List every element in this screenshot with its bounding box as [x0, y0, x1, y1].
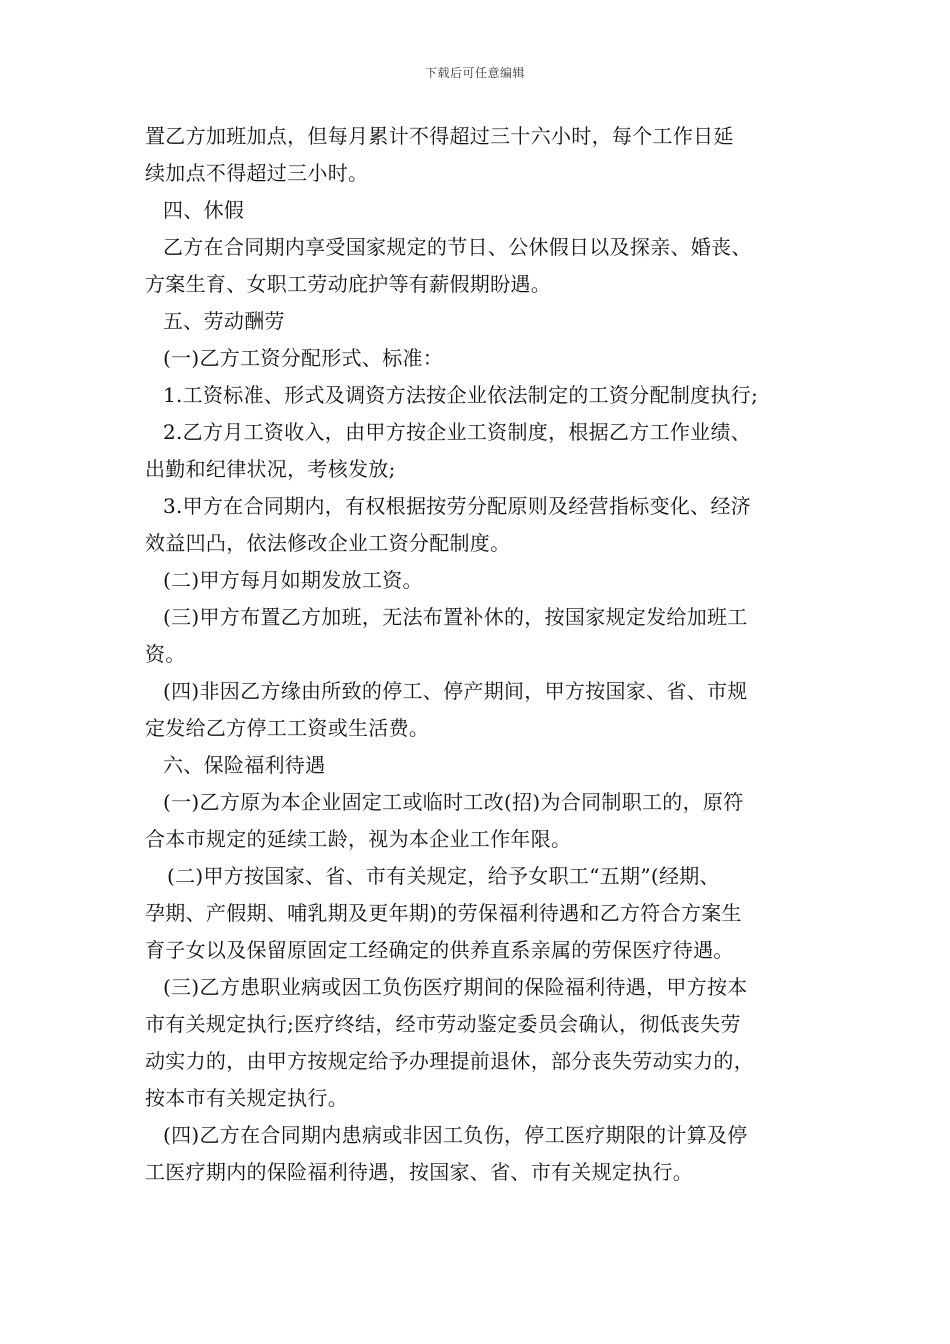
paragraph-line: 效益凹凸，依法修改企业工资分配制度。 — [145, 531, 511, 555]
paragraph-line: (一)乙方原为本企业固定工或临时工改(招)为合同制职工的，原符 — [163, 790, 744, 814]
paragraph-line: 育子女以及保留原固定工经确定的供养直系亲属的劳保医疗待遇。 — [145, 938, 734, 962]
paragraph-line: 出勤和纪律状况，考核发放; — [145, 457, 396, 481]
section-heading: 五、劳动酬劳 — [163, 309, 285, 333]
paragraph-line: 乙方在合同期内享受国家规定的节日、公休假日以及探亲、婚丧、 — [163, 235, 752, 259]
paragraph-line: 3.甲方在合同期内，有权根据按劳分配原则及经营指标变化、经济 — [163, 494, 752, 518]
paragraph-line: (二)甲方每月如期发放工资。 — [163, 568, 423, 592]
paragraph-line: 合本市规定的延续工龄，视为本企业工作年限。 — [145, 827, 572, 851]
paragraph-line: (三)乙方患职业病或因工负伤医疗期间的保险福利待遇，甲方按本 — [163, 975, 748, 999]
paragraph-line: 置乙方加班加点，但每月累计不得超过三十六小时，每个工作日延 — [145, 124, 734, 148]
paragraph-line: 2.乙方月工资收入，由甲方按企业工资制度，根据乙方工作业绩、 — [163, 420, 752, 444]
paragraph-line: 方案生育、女职工劳动庇护等有薪假期盼遇。 — [145, 272, 551, 296]
page-header: 下载后可任意编辑 — [424, 66, 525, 80]
paragraph-line: (二)甲方按国家、省、市有关规定，给予女职工“五期”(经期、 — [167, 864, 720, 888]
paragraph-line: 按本市有关规定执行。 — [145, 1086, 348, 1110]
section-heading: 六、保险福利待遇 — [163, 753, 326, 777]
paragraph-line: 市有关规定执行;医疗终结，经市劳动鉴定委员会确认，彻低丧失劳 — [145, 1012, 741, 1036]
paragraph-line: 资。 — [145, 642, 186, 666]
paragraph-line: 1.工资标准、形式及调资方法按企业依法制定的工资分配制度执行; — [163, 383, 759, 407]
paragraph-line: (四)非因乙方缘由所致的停工、停产期间，甲方按国家、省、市规 — [163, 679, 748, 703]
paragraph-line: 续加点不得超过三小时。 — [145, 161, 369, 185]
document-body — [145, 118, 835, 1191]
paragraph-line: 工医疗期内的保险福利待遇，按国家、省、市有关规定执行。 — [145, 1160, 694, 1184]
paragraph-line: 定发给乙方停工工资或生活费。 — [145, 716, 430, 740]
paragraph-line: (三)甲方布置乙方加班，无法布置补休的，按国家规定发给加班工 — [163, 605, 748, 629]
paragraph-line: 孕期、产假期、哺乳期及更年期)的劳保福利待遇和乙方符合方案生 — [145, 901, 742, 925]
paragraph-line: 动实力的，由甲方按规定给予办理提前退休，部分丧失劳动实力的， — [145, 1049, 754, 1073]
paragraph-line: (四)乙方在合同期内患病或非因工负伤，停工医疗期限的计算及停 — [163, 1123, 748, 1147]
section-heading: 四、休假 — [163, 198, 245, 222]
paragraph-line: (一)乙方工资分配形式、标准： — [163, 346, 444, 370]
